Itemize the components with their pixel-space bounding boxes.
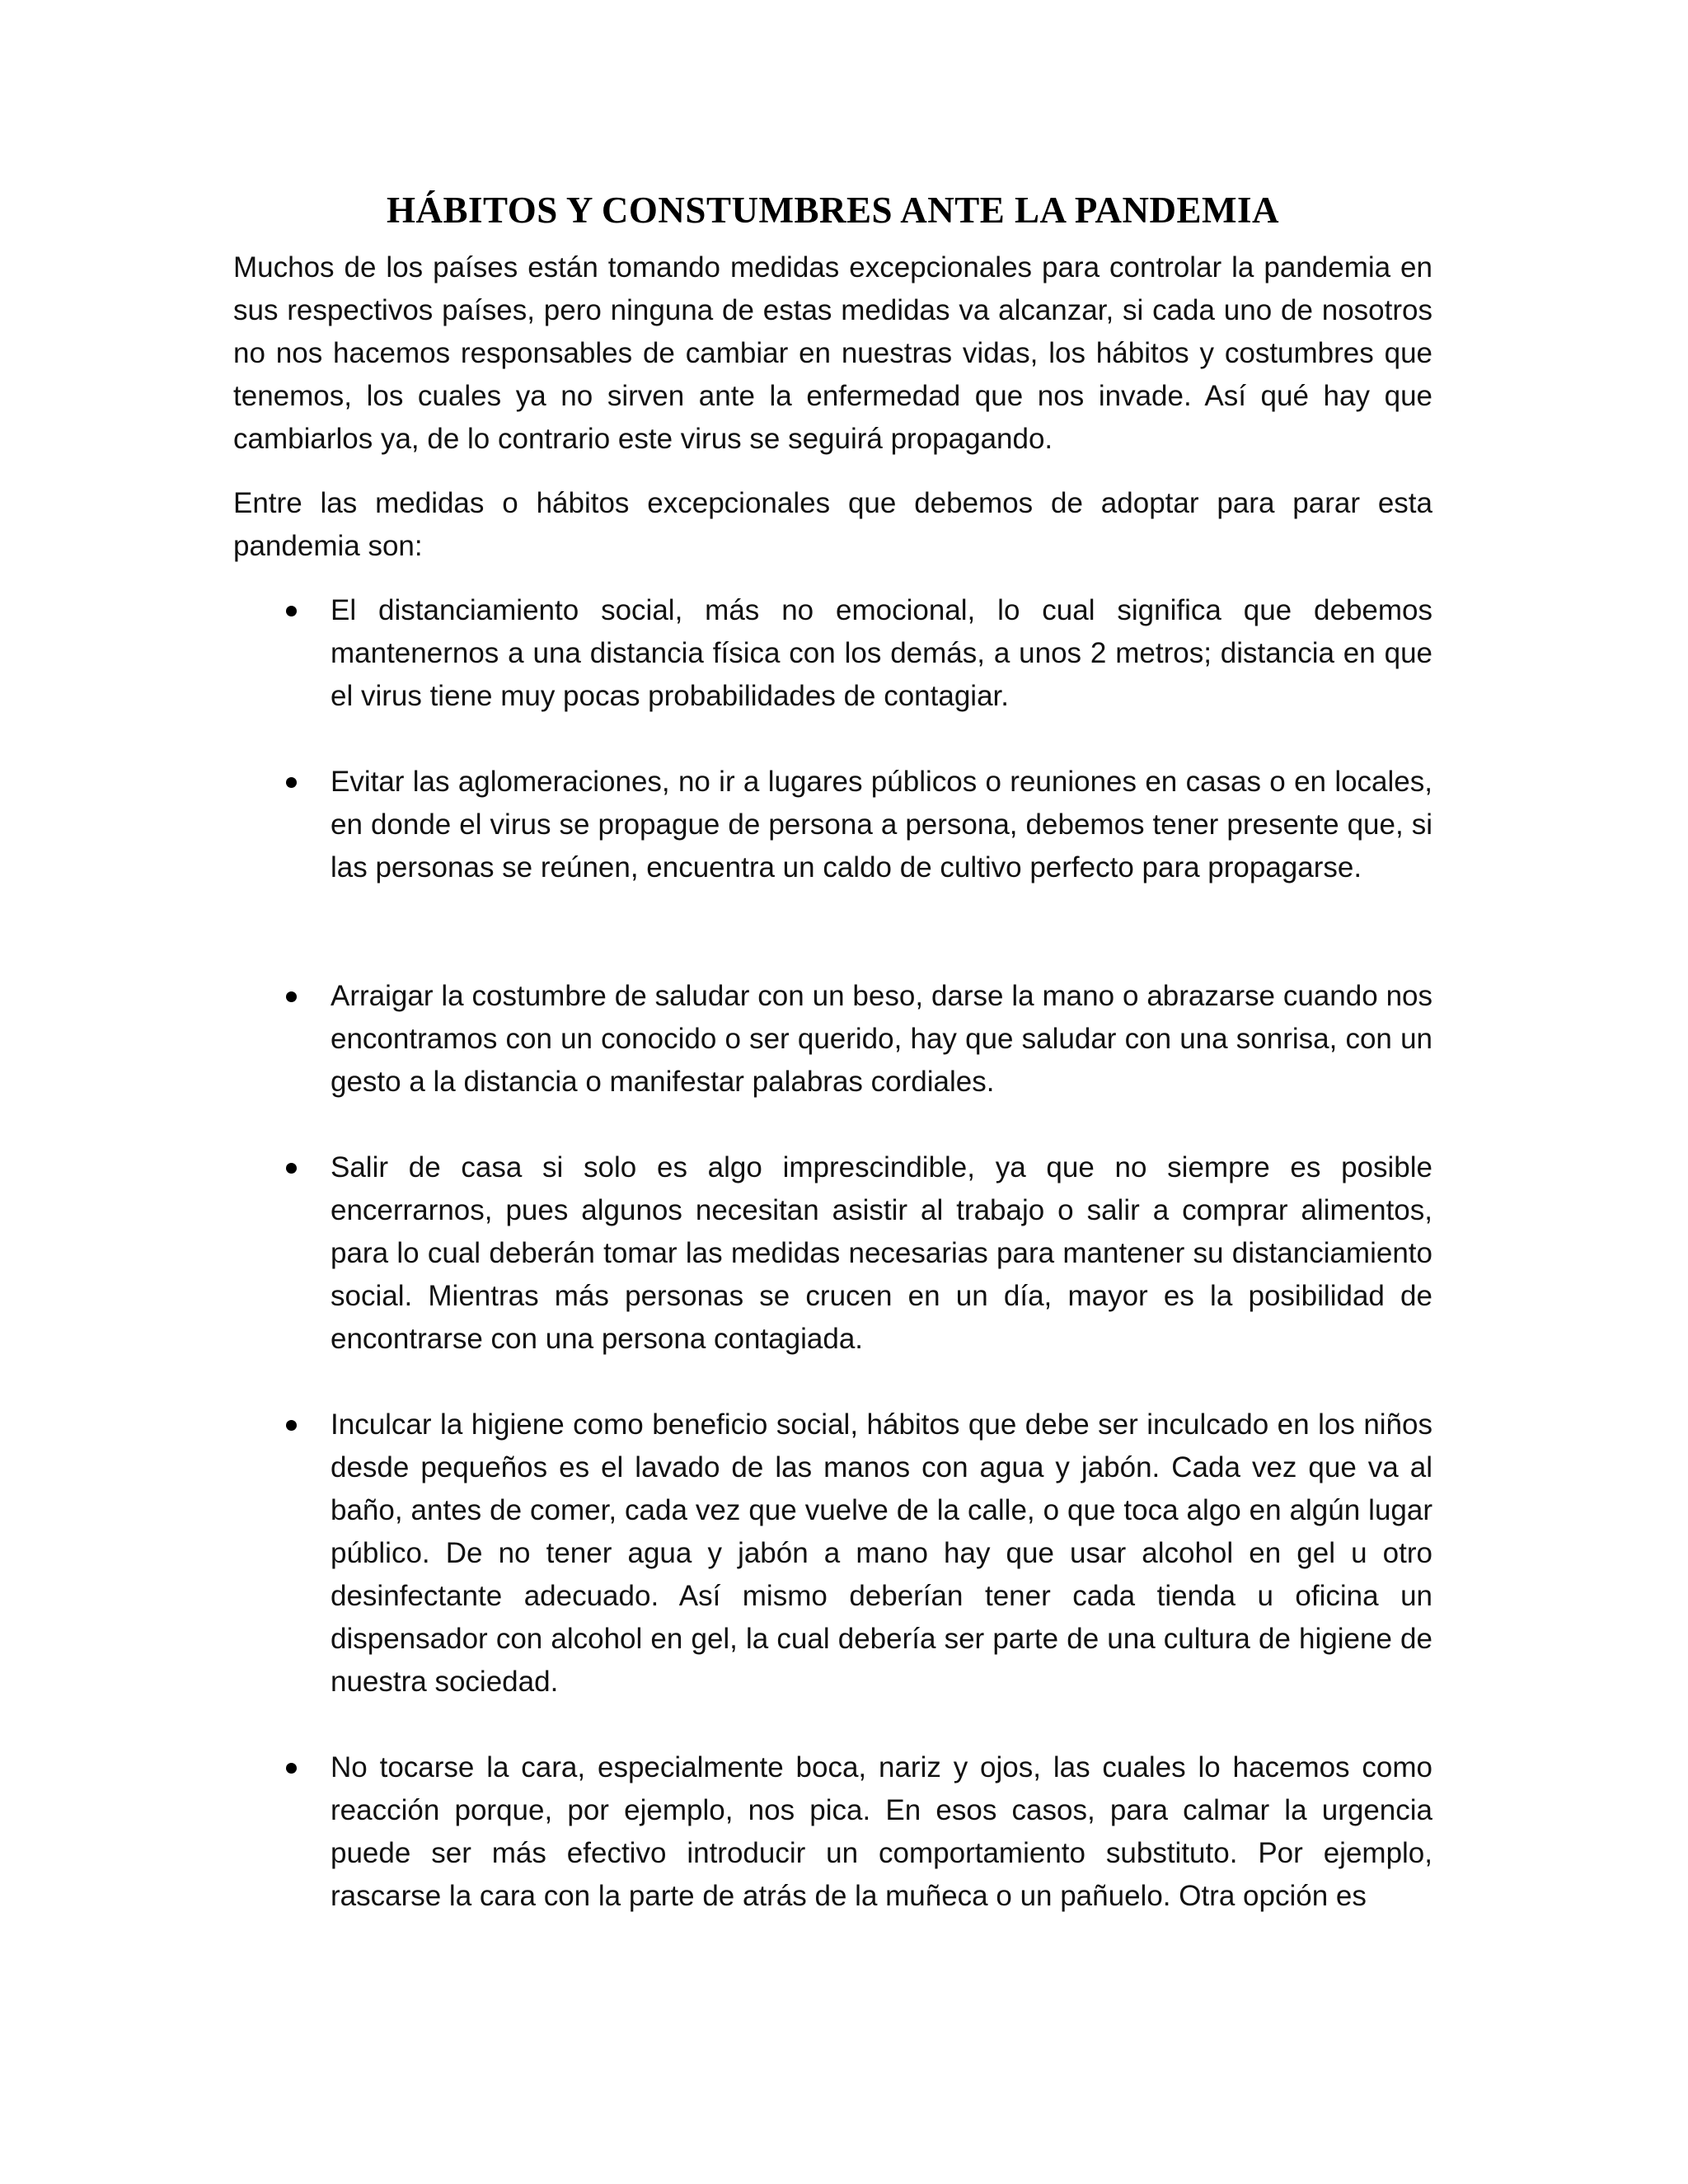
list-item — [233, 589, 1432, 718]
intro-paragraph: Muchos de los países están tomando medidas excepcionales para controlar la pandemia en sus respectivos países, pero ninguna de estas medidas va alcanzar, si cada uno de nosotros no nos hacemos responsables de cambiar en nuestras vidas, los hábitos y costumbres que tenemos, los cuales ya no sirven ante la enfermedad que nos invade. Así qué hay que cambiarlos ya, de lo contrario este virus se seguirá propagando. — [233, 251, 1432, 455]
list-item-text: Evitar las aglomeraciones, no ir a lugares públicos o reuniones en casas o en locales, en donde el virus se propague de persona a persona, debemos tener presente que, si las personas se reúnen, encuentra un caldo de cultivo perfecto para propagarse. — [331, 766, 1432, 883]
list-item — [233, 1146, 1432, 1361]
list-item — [233, 1404, 1432, 1704]
bullet-icon — [283, 1404, 299, 1446]
bullet-icon — [283, 761, 299, 804]
list-item-text: Salir de casa si solo es algo imprescindible, ya que no siempre es posible encerrarnos, pues algunos necesitan asistir al trabajo o salir a comprar alimentos, para lo cual deberán tomar las medidas necesarias para mantener su distanciamiento social. Mientras más personas se crucen en un día, mayor es la posibilidad de encontrarse con una persona contagiada. — [331, 1151, 1432, 1355]
list-item-text: Arraigar la costumbre de saludar con un beso, darse la mano o abrazarse cuando nos encontramos con un conocido o ser querido, hay que saludar con una sonrisa, con un gesto a la distancia o manifestar palabras cordiales. — [331, 980, 1432, 1098]
list-item — [233, 975, 1432, 1104]
bullet-icon — [283, 589, 299, 632]
bullet-icon — [283, 1146, 299, 1189]
measures-intro-paragraph: Entre las medidas o hábitos excepcionales que debemos de adoptar para parar esta pandemia son: — [233, 487, 1432, 562]
measures-list — [233, 589, 1432, 1918]
list-item — [233, 1746, 1432, 1918]
list-item-text: Inculcar la higiene como beneficio social, hábitos que debe ser inculcado en los niños desde pequeños es el lavado de las manos con agua y jabón. Cada vez que va al baño, antes de comer, cada vez que vuelve de la calle, o que toca algo en algún lugar público. De no tener agua y jabón a mano hay que usar alcohol en gel u otro desinfectante adecuado. Así mismo deberían tener cada tienda u oficina un dispensador con alcohol en gel, la cual debería ser parte de una cultura de higiene de nuestra sociedad. — [331, 1408, 1432, 1698]
document-title: HÁBITOS Y CONSTUMBRES ANTE LA PANDEMIA — [387, 190, 1279, 231]
list-item-text: No tocarse la cara, especialmente boca, nariz y ojos, las cuales lo hacemos como reacción porque, por ejemplo, nos pica. En esos casos, para calmar la urgencia puede ser más efectivo introducir un comportamiento substituto. Por ejemplo, rascarse la cara con la parte de atrás de la muñeca o un pañuelo. Otra opción es — [331, 1751, 1432, 1912]
bullet-icon — [283, 1746, 299, 1789]
document-body — [233, 185, 1432, 1918]
bullet-icon — [283, 975, 299, 1018]
list-item — [233, 761, 1432, 889]
list-item-text: El distanciamiento social, más no emocional, lo cual significa que debemos mantenernos a una distancia física con los demás, a unos 2 metros; distancia en que el virus tiene muy pocas probabilidades de contagiar. — [331, 594, 1432, 712]
